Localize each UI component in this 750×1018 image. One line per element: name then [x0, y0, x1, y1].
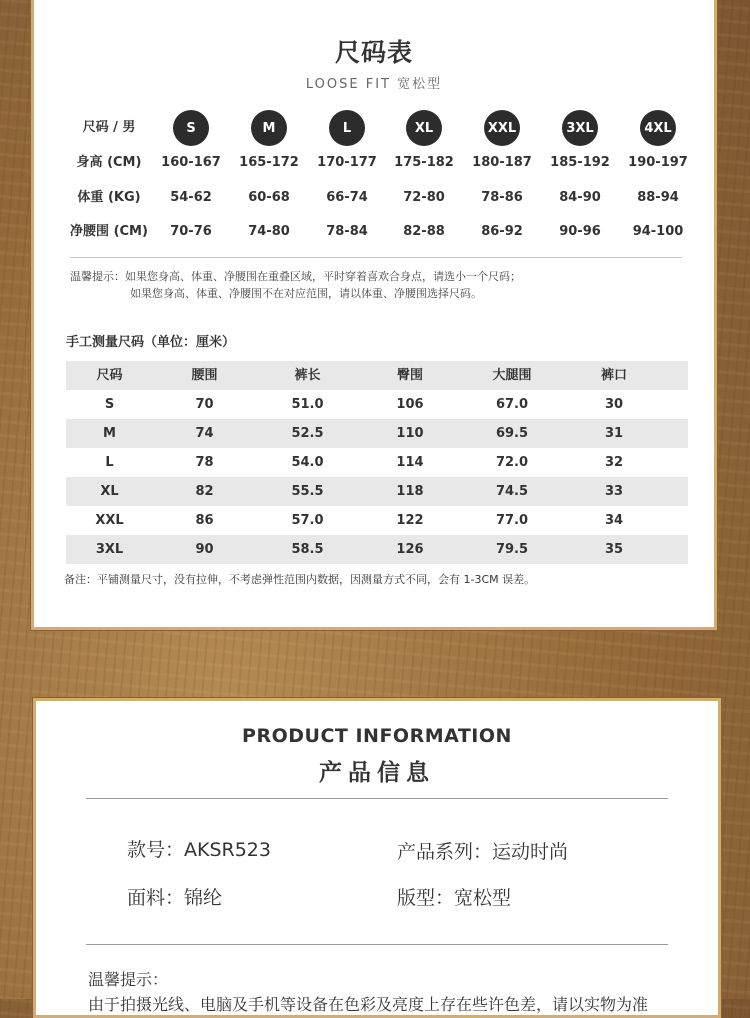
cell: 165-172 — [239, 155, 299, 170]
product-info-title-en: PRODUCT INFORMATION — [242, 725, 512, 747]
product-info-card — [33, 698, 721, 1018]
divider — [70, 257, 682, 258]
table-row — [66, 506, 688, 535]
divider — [86, 798, 668, 799]
size-tip-line1: 温馨提示：如果您身高、体重、净腰围在重叠区域，平时穿着喜欢合身点，请选小一个尺码； — [70, 270, 521, 283]
column-header: 尺码 — [96, 368, 123, 383]
table-cell: L — [105, 455, 114, 470]
product-series: 产品系列：运动时尚 — [397, 841, 569, 863]
measure-table — [66, 361, 688, 564]
table-row — [66, 419, 688, 448]
table-cell: 86 — [195, 513, 214, 528]
column-header: 大腿围 — [492, 368, 532, 383]
table-header-row — [66, 361, 688, 390]
table-cell: 69.5 — [495, 426, 529, 441]
table-cell: M — [103, 426, 116, 441]
cell: 175-182 — [394, 155, 454, 170]
table-cell: 118 — [396, 484, 424, 499]
table-cell: 32 — [604, 455, 624, 470]
size-tip-line2: 如果您身高、体重、净腰围不在对应范围，请以体重、净腰围选择尺码。 — [130, 287, 482, 300]
table-cell: 70 — [195, 397, 214, 412]
cell: 190-197 — [628, 155, 688, 170]
table-cell: 74.5 — [495, 484, 529, 499]
size-badge-4xl: 4XL — [640, 110, 676, 146]
cell: 72-80 — [403, 190, 445, 205]
cell: 86-92 — [481, 224, 523, 239]
table-cell: 74 — [195, 426, 214, 441]
cell: 84-90 — [559, 190, 601, 205]
table-cell: 52.5 — [291, 426, 324, 441]
cell: 54-62 — [170, 190, 212, 205]
table-cell: 90 — [195, 542, 214, 557]
table-cell: 67.0 — [495, 397, 529, 412]
column-header: 臀围 — [396, 368, 423, 383]
table-cell: 35 — [604, 542, 624, 557]
row-label: 身高 (CM) — [76, 155, 142, 170]
row-label: 净腰围 (CM) — [70, 224, 148, 239]
size-header-row — [34, 111, 714, 145]
size-chart-title: 尺码表 — [334, 38, 413, 67]
size-badge-l: L — [329, 110, 365, 146]
cell: 78-84 — [326, 224, 368, 239]
cell: 78-86 — [481, 190, 523, 205]
table-cell: 57.0 — [291, 513, 324, 528]
cell: 170-177 — [317, 155, 377, 170]
table-cell: 122 — [396, 513, 424, 528]
size-chart-card — [31, 0, 717, 630]
cell: 94-100 — [632, 224, 684, 239]
size-badge-s: S — [173, 110, 209, 146]
column-header: 裤口 — [600, 368, 627, 383]
table-row — [66, 477, 688, 506]
size-badge-xl: XL — [406, 110, 442, 146]
table-cell: 34 — [604, 513, 624, 528]
column-header: 腰围 — [191, 368, 218, 383]
row-label: 体重 (KG) — [77, 190, 141, 205]
model-number: 款号：AKSR523 — [127, 839, 271, 861]
size-row-waist — [34, 215, 714, 249]
table-cell: XL — [100, 484, 119, 499]
cell: 160-167 — [161, 155, 221, 170]
table-cell: 82 — [195, 484, 214, 499]
table-row — [66, 535, 688, 564]
size-badge-3xl: 3XL — [562, 110, 598, 146]
table-cell: 30 — [604, 397, 624, 412]
cell: 88-94 — [637, 190, 679, 205]
table-cell: 51.0 — [291, 397, 324, 412]
column-header: 裤长 — [294, 368, 321, 383]
measure-table-title: 手工测量尺码（单位：厘米） — [66, 335, 236, 350]
table-cell: 126 — [396, 542, 424, 557]
table-cell: 72.0 — [495, 455, 529, 470]
table-cell: 114 — [396, 455, 424, 470]
table-cell: 58.5 — [291, 542, 324, 557]
size-chart-subtitle: LOOSE FIT 宽松型 — [305, 77, 443, 92]
divider — [86, 944, 668, 945]
table-cell: 79.5 — [495, 542, 529, 557]
table-row — [66, 390, 688, 419]
size-badge-m: M — [251, 110, 287, 146]
table-cell: 55.5 — [291, 484, 324, 499]
table-cell: 78 — [195, 455, 214, 470]
table-row — [66, 448, 688, 477]
cell: 60-68 — [248, 190, 290, 205]
cell: 74-80 — [248, 224, 290, 239]
warm-tip-text: 由于拍摄光线、电脑及手机等设备在色彩及亮度上存在些许色差，请以实物为准 — [88, 995, 649, 1014]
size-badge-xxl: XXL — [484, 110, 520, 146]
fabric: 面料：锦纶 — [127, 887, 223, 909]
measure-note: 备注：平铺测量尺寸，没有拉伸，不考虑弹性范围内数据，因测量方式不同，会有 1-3CM 误差。 — [64, 573, 536, 586]
warm-tip-title: 温馨提示： — [88, 970, 169, 989]
size-header-label: 尺码 / 男 — [82, 120, 136, 135]
cell: 66-74 — [326, 190, 368, 205]
size-row-height — [34, 146, 714, 180]
cell: 90-96 — [559, 224, 601, 239]
table-cell: 33 — [604, 484, 624, 499]
fit-type: 版型：宽松型 — [397, 887, 512, 909]
table-cell: 54.0 — [291, 455, 324, 470]
table-cell: 3XL — [95, 542, 124, 557]
size-row-weight — [34, 181, 714, 215]
cell: 180-187 — [472, 155, 532, 170]
product-info-title-cn: 产品信息 — [319, 760, 435, 786]
table-cell: S — [104, 397, 115, 412]
table-cell: 77.0 — [495, 513, 529, 528]
cell: 82-88 — [403, 224, 445, 239]
table-cell: 110 — [396, 426, 424, 441]
table-cell: XXL — [95, 513, 124, 528]
table-cell: 106 — [396, 397, 424, 412]
cell: 185-192 — [550, 155, 610, 170]
table-cell: 31 — [604, 426, 624, 441]
size-tip — [70, 268, 521, 302]
cell: 70-76 — [170, 224, 212, 239]
